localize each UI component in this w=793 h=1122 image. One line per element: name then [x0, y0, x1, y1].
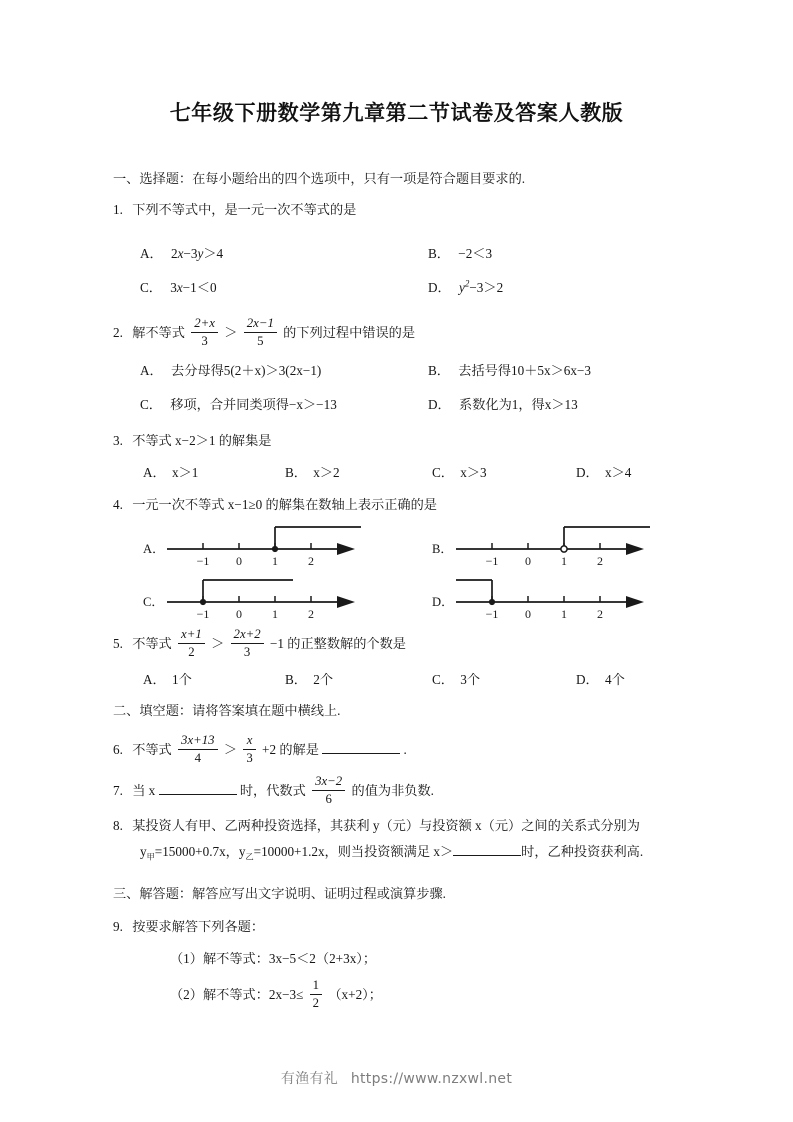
- q2-fraction-2-numerator: 2x−1: [244, 316, 277, 333]
- q2-option-b-text: 去括号得10＋5x＞6x−3: [458, 363, 591, 378]
- q5-option-c: [432, 669, 480, 688]
- q5-option-b-letter: B．: [285, 672, 307, 687]
- q9-stem: 按要求解答下列各题：: [132, 919, 265, 934]
- q1-option-c: [140, 277, 217, 296]
- q5-fraction-1: [178, 627, 205, 659]
- q6-stem-pre: 不等式: [132, 742, 172, 758]
- q4-diagram-b-letter: B．: [432, 542, 453, 556]
- q7-stem-mid: 时，代数式: [239, 783, 306, 799]
- page-title: 七年级下册数学第九章第二节试卷及答案人教版: [169, 100, 624, 125]
- q4-number: 4.: [113, 497, 123, 512]
- q2-option-c-letter: C．: [140, 397, 162, 412]
- q1-option-a-var-y: y: [197, 246, 204, 261]
- q7-answer-blank[interactable]: [159, 782, 237, 796]
- q9-part-1: [170, 948, 376, 967]
- q3-option-a-text: x＞1: [172, 465, 199, 480]
- q2-option-d: [428, 394, 578, 413]
- q5-option-d: [576, 669, 625, 688]
- question-9: [113, 916, 264, 935]
- q2-option-c-text: 移项，合并同类项得−x＞−13: [170, 397, 337, 412]
- question-2: [113, 318, 415, 350]
- q1-option-c-coef: 3: [170, 280, 177, 295]
- svg-text:0: 0: [525, 554, 531, 568]
- q5-stem-post: 的正整数解的个数是: [287, 636, 406, 652]
- svg-text:0: 0: [525, 607, 531, 621]
- q1-option-a-mid: −3: [183, 246, 198, 261]
- svg-text:−1: −1: [196, 554, 210, 568]
- svg-text:−1: −1: [485, 554, 499, 568]
- q8-var-y-first: y: [140, 844, 147, 859]
- q2-number: 2.: [113, 325, 123, 341]
- svg-text:0: 0: [236, 607, 242, 621]
- question-1: [113, 199, 356, 218]
- q1-option-b-letter: B．: [428, 246, 450, 261]
- q3-number: 3.: [113, 433, 123, 448]
- q6-fraction-1-denominator: 4: [194, 751, 201, 766]
- q6-fraction-2: [243, 733, 255, 765]
- q3-option-c-letter: C．: [432, 465, 454, 480]
- question-8-line-2: [140, 841, 643, 863]
- svg-text:1: 1: [561, 554, 567, 568]
- q9-part-2-fraction-denominator: 2: [312, 996, 320, 1011]
- q2-option-d-letter: D．: [428, 397, 451, 412]
- q5-option-d-text: 4个: [605, 672, 625, 687]
- footer-watermark: [0, 1068, 793, 1088]
- q9-part-2-pre: （2）解不等式：2x−3≤: [170, 987, 304, 1003]
- q1-option-d-exponent: 2: [464, 278, 470, 289]
- q8-subscript-yi: 乙: [245, 852, 254, 862]
- q7-stem-pre: 当 x: [132, 783, 156, 799]
- q7-number: 7.: [113, 783, 123, 799]
- q5-option-a-letter: A．: [143, 672, 166, 687]
- q6-fraction-2-denominator: 3: [246, 751, 253, 766]
- q3-option-d: [576, 462, 631, 481]
- q4-numberline-c: [165, 575, 365, 621]
- q9-part-2: [170, 980, 382, 1012]
- q5-fraction-2: [231, 627, 264, 659]
- question-5: [113, 629, 406, 661]
- q2-fraction-1-denominator: 3: [201, 334, 208, 349]
- q1-number: 1.: [113, 202, 123, 217]
- q1-option-d-rhs: −3＞2: [469, 280, 504, 295]
- q5-option-b: [285, 669, 333, 688]
- q6-number: 6.: [113, 742, 123, 758]
- q2-fraction-2-denominator: 5: [257, 334, 264, 349]
- q7-fraction: [312, 774, 345, 806]
- q3-stem: 不等式 x−2＞1 的解集是: [132, 433, 272, 448]
- q1-option-c-var: x: [176, 280, 183, 295]
- q3-option-a-letter: A．: [143, 465, 166, 480]
- q5-option-b-text: 2个: [313, 672, 334, 687]
- q2-option-c: [140, 394, 337, 413]
- q3-option-b-letter: B．: [285, 465, 307, 480]
- q5-number: 5.: [113, 636, 123, 652]
- q4-numberline-b: [454, 522, 654, 568]
- q4-stem: 一元一次不等式 x−1≥0 的解集在数轴上表示正确的是: [132, 497, 437, 512]
- q3-option-d-text: x＞4: [605, 465, 632, 480]
- q6-stem-mid: +2 的解是: [262, 742, 319, 758]
- q9-part-2-fraction-numerator: 1: [310, 978, 322, 995]
- q5-stem-pre: 不等式: [132, 636, 172, 652]
- q3-option-c: [432, 462, 487, 481]
- q1-stem: 下列不等式中，是一元一次不等式的是: [132, 202, 357, 217]
- q2-fraction-1: [191, 316, 218, 348]
- q1-option-d-var: y: [459, 280, 465, 295]
- question-4: [113, 494, 437, 513]
- q1-option-a-letter: A．: [140, 246, 163, 261]
- svg-text:2: 2: [308, 607, 314, 621]
- q2-option-d-text: 系数化为1，得x＞13: [459, 397, 578, 412]
- svg-text:1: 1: [272, 554, 278, 568]
- q1-option-a-rhs: ＞4: [203, 246, 224, 261]
- q5-fraction-1-numerator: x+1: [178, 627, 205, 644]
- q6-fraction-1: [178, 733, 218, 765]
- q6-fraction-1-numerator: 3x+13: [178, 733, 218, 750]
- question-8: [113, 815, 640, 834]
- q2-stem-pre: 解不等式: [132, 325, 185, 341]
- q2-option-b: [428, 360, 591, 379]
- q1-option-a: [140, 243, 223, 262]
- q4-diagram-a-letter: A．: [143, 542, 165, 556]
- q9-part-2-fraction: [310, 978, 322, 1010]
- q3-option-d-letter: D．: [576, 465, 599, 480]
- question-7: [113, 776, 434, 808]
- q4-numberline-d: [454, 575, 654, 621]
- q5-option-a: [143, 669, 192, 688]
- q8-subscript-jia: 甲: [146, 852, 155, 862]
- q3-option-b-text: x＞2: [313, 465, 340, 480]
- footer-url: https://www.nzxwl.net: [350, 1071, 513, 1087]
- q2-relation: ＞: [224, 325, 238, 341]
- svg-text:2: 2: [597, 554, 603, 568]
- q8-formula-second: =10000+1.2x，则当投资额满足 x＞: [253, 844, 454, 859]
- q5-option-c-text: 3个: [460, 672, 481, 687]
- section-heading-solve: 三、解答题：解答应写出文字说明、证明过程或演算步骤.: [113, 886, 446, 901]
- q1-option-b: [428, 243, 492, 262]
- question-3: [113, 430, 272, 449]
- q8-line-1: 某投资人有甲、乙两种投资选择，其获利 y（元）与投资额 x（元）之间的关系式分别为: [132, 818, 640, 833]
- q4-numberline-a: [165, 522, 365, 568]
- svg-text:2: 2: [597, 607, 603, 621]
- q1-option-d-letter: D．: [428, 280, 451, 295]
- q5-option-d-letter: D．: [576, 672, 599, 687]
- q5-relation: ＞: [211, 636, 225, 652]
- q5-option-c-letter: C．: [432, 672, 454, 687]
- q9-part-1-text: （1）解不等式：3x−5＜2（2+3x）；: [170, 951, 377, 966]
- q8-line-2-tail: 时，乙种投资获利高.: [521, 844, 644, 859]
- q8-answer-blank[interactable]: [453, 842, 521, 856]
- q1-option-d: [428, 277, 503, 296]
- q4-diagram-c-letter: C．: [143, 595, 164, 609]
- svg-text:−1: −1: [485, 607, 499, 621]
- q8-formula-first: =15000+0.7x，y: [154, 844, 246, 859]
- q7-fraction-numerator: 3x−2: [312, 774, 345, 791]
- section-heading-fill: 二、填空题：请将答案填在题中横线上.: [113, 703, 341, 718]
- q2-fraction-2: [244, 316, 277, 348]
- q5-fraction-2-denominator: 3: [243, 645, 251, 660]
- q9-number: 9.: [113, 919, 123, 934]
- q1-option-b-text: −2＜3: [458, 246, 493, 261]
- q7-stem-post: 的值为非负数.: [351, 783, 434, 799]
- q5-fraction-1-denominator: 2: [188, 645, 195, 660]
- q3-option-b: [285, 462, 340, 481]
- q2-option-a-letter: A．: [140, 363, 163, 378]
- q6-relation: ＞: [223, 742, 238, 758]
- q2-stem-post: 的下列过程中错误的是: [283, 325, 416, 341]
- q3-option-c-text: x＞3: [460, 465, 487, 480]
- q5-stem-mid: −1: [269, 636, 284, 652]
- svg-text:−1: −1: [196, 607, 210, 621]
- q6-stem-post: .: [403, 742, 407, 758]
- svg-text:2: 2: [308, 554, 314, 568]
- q2-option-a: [140, 360, 321, 379]
- q5-fraction-2-numerator: 2x+2: [231, 627, 264, 644]
- q2-fraction-1-numerator: 2+x: [191, 316, 218, 333]
- q1-option-c-rhs: −1＜0: [182, 280, 217, 295]
- q9-part-2-post: （x+2）；: [328, 987, 382, 1003]
- svg-text:0: 0: [236, 554, 242, 568]
- section-heading-choice: 一、选择题：在每小题给出的四个选项中，只有一项是符合题目要求的.: [113, 171, 526, 186]
- question-6: [113, 735, 407, 767]
- svg-text:1: 1: [561, 607, 567, 621]
- footer-brand: 有渔有礼: [280, 1071, 339, 1087]
- q7-fraction-denominator: 6: [325, 792, 332, 807]
- q6-fraction-2-numerator: x: [243, 733, 255, 750]
- q1-option-a-coef: 2: [171, 246, 178, 261]
- q2-option-b-letter: B．: [428, 363, 450, 378]
- q2-option-a-text: 去分母得5(2＋x)＞3(2x−1): [171, 363, 322, 378]
- q4-diagram-d-letter: D．: [432, 595, 454, 609]
- q6-answer-blank[interactable]: [322, 741, 400, 755]
- q1-option-c-letter: C．: [140, 280, 162, 295]
- q1-option-a-var-x: x: [177, 246, 184, 261]
- q3-option-a: [143, 462, 198, 481]
- svg-text:1: 1: [272, 607, 278, 621]
- q5-option-a-text: 1个: [172, 672, 192, 687]
- q8-number: 8.: [113, 818, 123, 833]
